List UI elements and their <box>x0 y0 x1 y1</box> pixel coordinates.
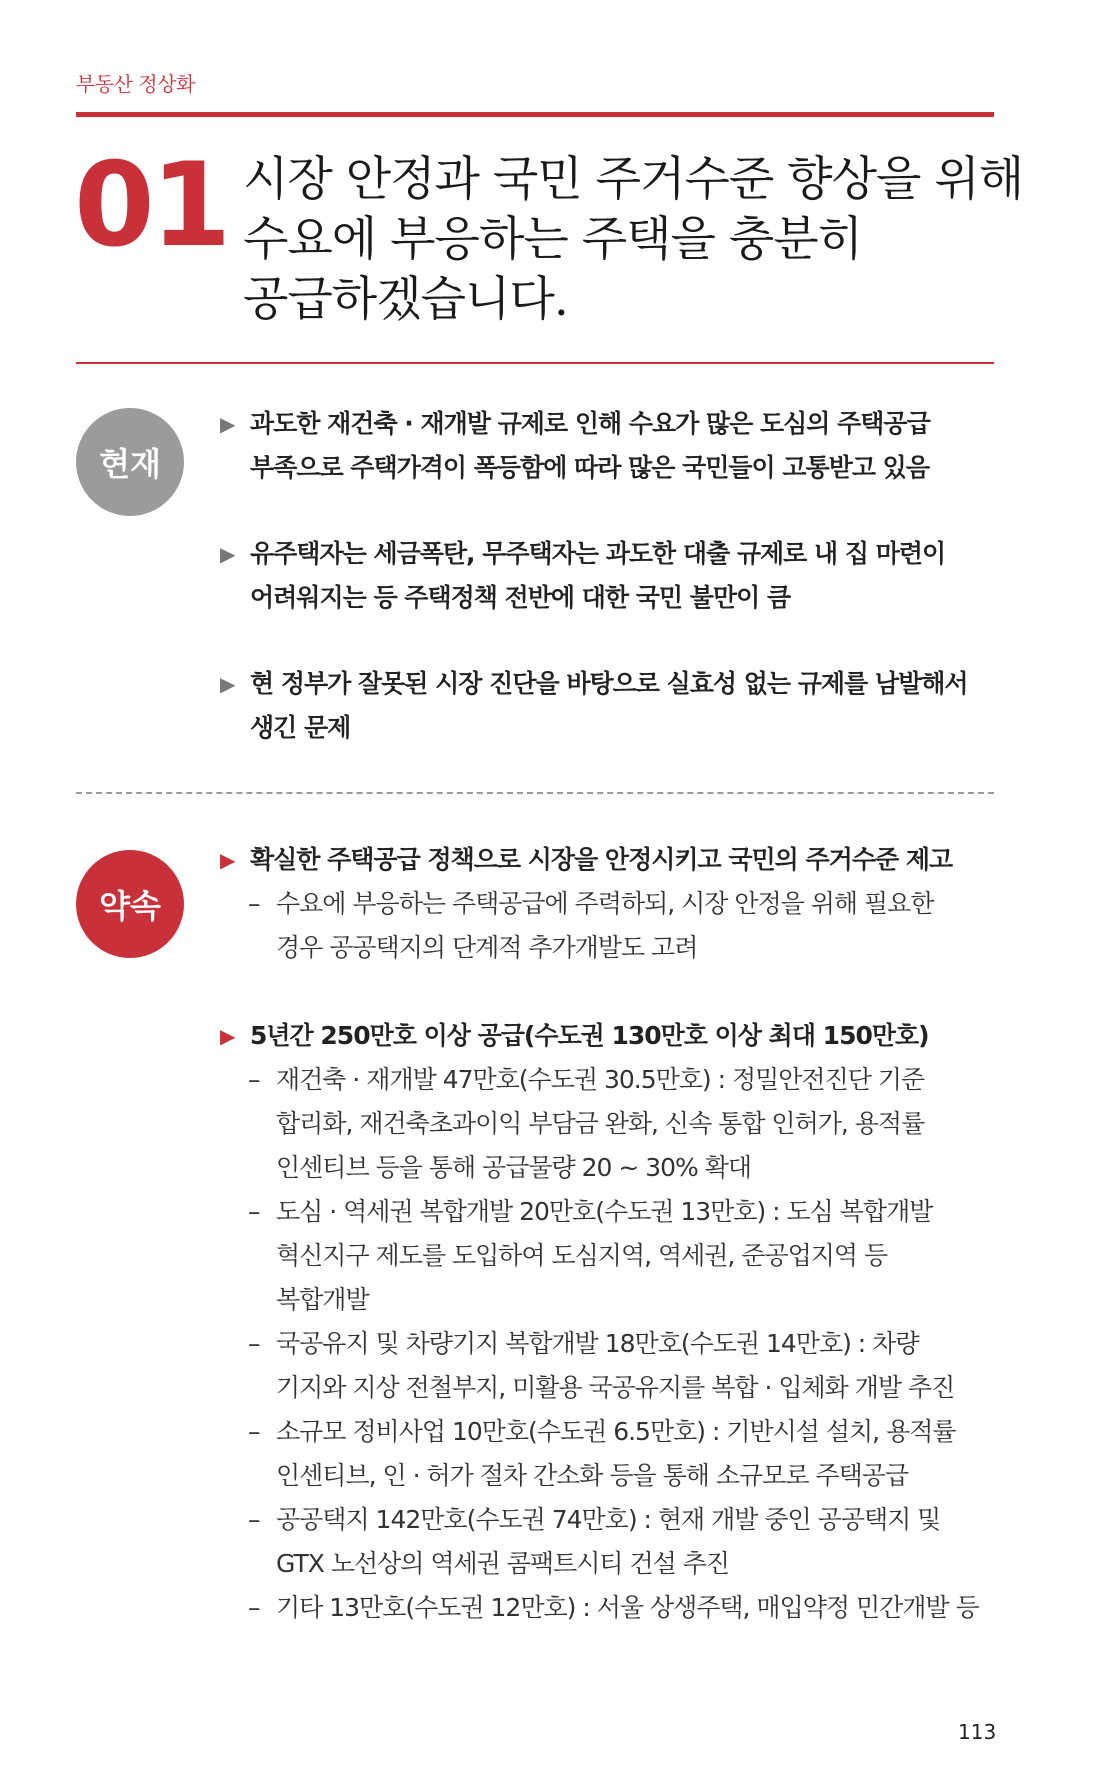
promise-sub-item <box>248 1586 1008 1630</box>
sub-item-line: 기타 13만호(수도권 12만호) : 서울 상생주택, 매입약정 민간개발 등 <box>276 1593 979 1622</box>
dash-bullet-icon: – <box>248 1329 260 1358</box>
dash-bullet-icon: – <box>248 1505 260 1534</box>
page-number: 113 <box>958 1720 997 1744</box>
dash-bullet-icon: – <box>248 1197 260 1226</box>
current-item-line: 현 정부가 잘못된 시장 진단을 바탕으로 실효성 없는 규제를 남발해서 <box>250 669 968 698</box>
dash-bullet-icon: – <box>248 1417 260 1446</box>
sub-item-line: 복합개발 <box>276 1285 369 1314</box>
headline-divider <box>76 362 994 364</box>
pledge-headline <box>243 150 1024 330</box>
promise-sub-item <box>248 1498 1008 1586</box>
triangle-bullet-icon: ▶ <box>220 412 235 436</box>
current-item <box>220 402 1000 490</box>
promise-item-title <box>220 838 1000 882</box>
section-label: 부동산 정상화 <box>76 72 195 96</box>
sub-item-line: 합리화, 재건축초과이익 부담금 완화, 신속 통합 인허가, 용적률 <box>276 1109 925 1138</box>
promise-sub-item <box>248 1322 1008 1410</box>
promise-sub-item <box>248 1190 1008 1322</box>
sub-item-line: 국공유지 및 차량기지 복합개발 18만호(수도권 14만호) : 차량 <box>276 1329 919 1358</box>
current-item <box>220 662 1000 750</box>
triangle-bullet-icon: ▶ <box>220 542 235 566</box>
promise-sub-item <box>248 1410 1008 1498</box>
headline-line: 시장 안정과 국민 주거수준 향상을 위해 <box>243 152 1024 207</box>
current-item <box>220 532 1000 620</box>
sub-item-line: 소규모 정비사업 10만호(수도권 6.5만호) : 기반시설 설치, 용적률 <box>276 1417 956 1446</box>
sub-item-line: 수요에 부응하는 주택공급에 주력하되, 시장 안정을 위해 필요한 <box>276 889 934 918</box>
sub-item-line: GTX 노선상의 역세권 콤팩트시티 건설 추진 <box>276 1549 730 1578</box>
sub-item-line: 도심 · 역세권 복합개발 20만호(수도권 13만호) : 도심 복합개발 <box>276 1197 933 1226</box>
sub-item-line: 혁신지구 제도를 도입하여 도심지역, 역세권, 준공업지역 등 <box>276 1241 888 1270</box>
promise-title-text: 5년간 250만호 이상 공급(수도권 130만호 이상 최대 150만호) <box>250 1021 929 1050</box>
current-item-line: 생긴 문제 <box>250 713 351 742</box>
promise-sub-item <box>248 1058 1008 1190</box>
current-item-line: 부족으로 주택가격이 폭등함에 따라 많은 국민들이 고통받고 있음 <box>250 453 929 482</box>
promise-title-text: 확실한 주택공급 정책으로 시장을 안정시키고 국민의 주거수준 제고 <box>250 845 953 874</box>
current-item-line: 과도한 재건축 · 재개발 규제로 인해 수요가 많은 도심의 주택공급 <box>250 409 930 438</box>
headline-line: 수요에 부응하는 주택을 충분히 <box>243 212 863 267</box>
dash-bullet-icon: – <box>248 889 260 918</box>
triangle-bullet-icon: ▶ <box>220 848 235 872</box>
current-badge: 현재 <box>76 408 184 516</box>
top-divider <box>76 112 994 117</box>
current-item-line: 어려워지는 등 주택정책 전반에 대한 국민 불만이 큼 <box>250 583 791 612</box>
promise-item-title <box>220 1014 1000 1058</box>
sub-item-line: 인센티브, 인 · 허가 절차 간소화 등을 통해 소규모로 주택공급 <box>276 1461 909 1490</box>
dash-bullet-icon: – <box>248 1593 260 1622</box>
current-item-line: 유주택자는 세금폭탄, 무주택자는 과도한 대출 규제로 내 집 마련이 <box>250 539 946 568</box>
section-dashed-divider <box>76 792 994 794</box>
triangle-bullet-icon: ▶ <box>220 1024 235 1048</box>
dash-bullet-icon: – <box>248 1065 260 1094</box>
promise-badge: 약속 <box>76 850 184 958</box>
sub-item-line: 재건축 · 재개발 47만호(수도권 30.5만호) : 정밀안전진단 기준 <box>276 1065 925 1094</box>
sub-item-line: 공공택지 142만호(수도권 74만호) : 현재 개발 중인 공공택지 및 <box>276 1505 941 1534</box>
sub-item-line: 인센티브 등을 통해 공급물량 20 ~ 30% 확대 <box>276 1153 752 1182</box>
promise-sub-item <box>248 882 1008 970</box>
triangle-bullet-icon: ▶ <box>220 672 235 696</box>
sub-item-line: 기지와 지상 전철부지, 미활용 국공유지를 복합 · 입체화 개발 추진 <box>276 1373 955 1402</box>
sub-item-line: 경우 공공택지의 단계적 추가개발도 고려 <box>276 933 698 962</box>
headline-line: 공급하겠습니다. <box>243 272 568 327</box>
pledge-number: 01 <box>74 138 228 273</box>
